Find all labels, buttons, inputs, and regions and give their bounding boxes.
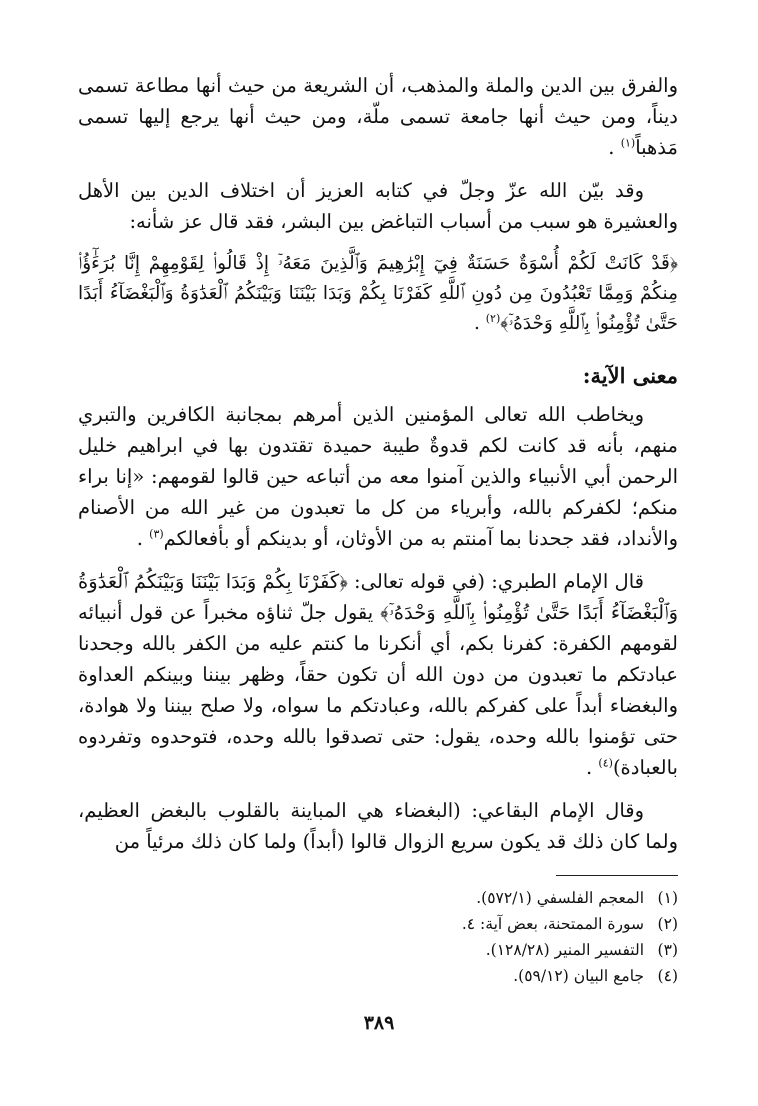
footnote-1: [462, 885, 678, 911]
spacer: [78, 163, 678, 175]
paragraph-tabari-quote: [78, 566, 678, 783]
paragraph-text: ويخاطب الله تعالى المؤمنين الذين أمرهم بمجانبة الكافرين والتبري منهم، بأنه قد كانت لكم قدوةٌ طيبة حميدة تقتدون بها في ابراهيم خليل الرحمن أبي الأنبياء والذين آمنوا معه من أتباعه حين قالوا لقومهم: «إنا براء منكم؛ لكفركم بالله، وأبرياء من كل ما تعبدون من غير الله من الأصنام والأنداد، فقد جحدنا بما آمنتم به من الأوثان، أو بدينكم أو بأفعالكم: [78, 403, 678, 550]
footnote-4: [462, 963, 678, 989]
footnote-ref-1[interactable]: (١): [620, 136, 636, 150]
footnote-divider: [556, 875, 678, 876]
section-heading: معنى الآية:: [582, 363, 678, 388]
spacer: [78, 554, 678, 566]
footnote-number: (٤): [657, 967, 678, 985]
paragraph-end: .: [136, 527, 150, 550]
spacer: [78, 783, 678, 795]
footnote-ref-4[interactable]: (٤): [598, 756, 613, 770]
footnote-number: (٢): [657, 915, 678, 933]
paragraph-text-a: قال الإمام الطبري: (في قوله تعالى:: [347, 570, 644, 593]
paragraph-religion-difference: وقد بيّن الله عزّ وجلّ في كتابه العزيز أن اختلاف الدين بين الأهل والعشيرة هو سبب من أسباب التباغض بين البشر، فقد قال عز شأنه:: [78, 179, 678, 233]
footnote-number: (٣): [657, 941, 678, 959]
quran-verse: [78, 249, 678, 339]
paragraph-end: .: [586, 756, 599, 779]
spacer: [78, 237, 678, 249]
page-body: [78, 70, 678, 857]
footnote-2: [462, 911, 678, 937]
inline-verse: ﴿كَفَرْنَا بِكُمْ وَبَدَا بَيْنَنَا وَبَيْنَكُمُ ٱلْعَدَٰوَةُ وَٱلْبَغْضَآءُ أَبَدًا حَتَّىٰ تُؤْمِنُوا۟ بِٱللَّهِ وَحْدَهُۥٓ﴾: [78, 570, 678, 624]
footnote-ref-2[interactable]: (٢): [485, 311, 501, 325]
footnote-text: سورة الممتحنة، بعض آية: ٤.: [461, 915, 644, 933]
paragraph-biqai-quote: وقال الإمام البقاعي: (البغضاء هي المباينة بالقلوب بالبغض العظيم، ولما كان ذلك قد يكون سريع الزوال قالوا (أبداً) ولما كان ذلك مرئياً من: [78, 799, 678, 853]
verse-end: .: [473, 313, 486, 334]
paragraph-verse-meaning: [78, 399, 678, 554]
footnote-3: [462, 937, 678, 963]
footnote-ref-3[interactable]: (٣): [149, 527, 164, 541]
footnote-text: جامع البيان (٥٩/١٢).: [513, 967, 644, 985]
verse-text: ﴿قَدْ كَانَتْ لَكُمْ أُسْوَةٌ حَسَنَةٌ فِيٓ إِبْرَٰهِيمَ وَٱلَّذِينَ مَعَهُۥٓ إِذْ قَالُوا۟ لِقَوْمِهِمْ إِنَّا بُرَءَٰٓؤُا۟ مِنكُمْ وَمِمَّا تَعْبُدُونَ مِن دُونِ ٱللَّهِ كَفَرْنَا بِكُمْ وَبَدَا بَيْنَنَا وَبَيْنَكُمُ ٱلْعَدَٰوَةُ وَٱلْبَغْضَآءُ أَبَدًا حَتَّىٰ تُؤْمِنُوا۟ بِٱللَّهِ وَحْدَهُۥٓ﴾: [78, 253, 678, 334]
paragraph-text: والفرق بين الدين والملة والمذهب، أن الشريعة من حيث أنها مطاعة تسمى ديناً، ومن حيث أنها جامعة تسمى ملّة، ومن حيث أنها يرجع إليها تسمى مَذهباً: [78, 74, 678, 159]
page-number: ٣٨٩: [363, 1012, 395, 1034]
footnote-number: (١): [657, 889, 678, 907]
footnotes: [462, 885, 678, 989]
paragraph-text-b: يقول جلّ ثناؤه مخبراً عن قول أنبيائه لقومهم الكفرة: كفرنا بكم، أي أنكرنا ما كنتم عليه من الكفر بالله وجحدنا عبادتكم ما تعبدون من دون الله أن تكون حقاً، وظهر بيننا وبينكم العداوة والبغضاء أبداً على كفركم بالله، وعبادتكم ما سواه، ولا صلح بيننا ولا هوادة، حتى تؤمنوا بالله وحده، يقول: حتى تصدقوا بالله وحده، فتوحدوه وتفردوه بالعبادة): [78, 601, 678, 779]
paragraph-end: .: [608, 136, 621, 159]
footnote-text: التفسير المنير (١٢٨/٢٨).: [485, 941, 644, 959]
footnote-text: المعجم الفلسفي (٥٧٢/١).: [476, 889, 644, 907]
paragraph-religion-definition: [78, 70, 678, 163]
